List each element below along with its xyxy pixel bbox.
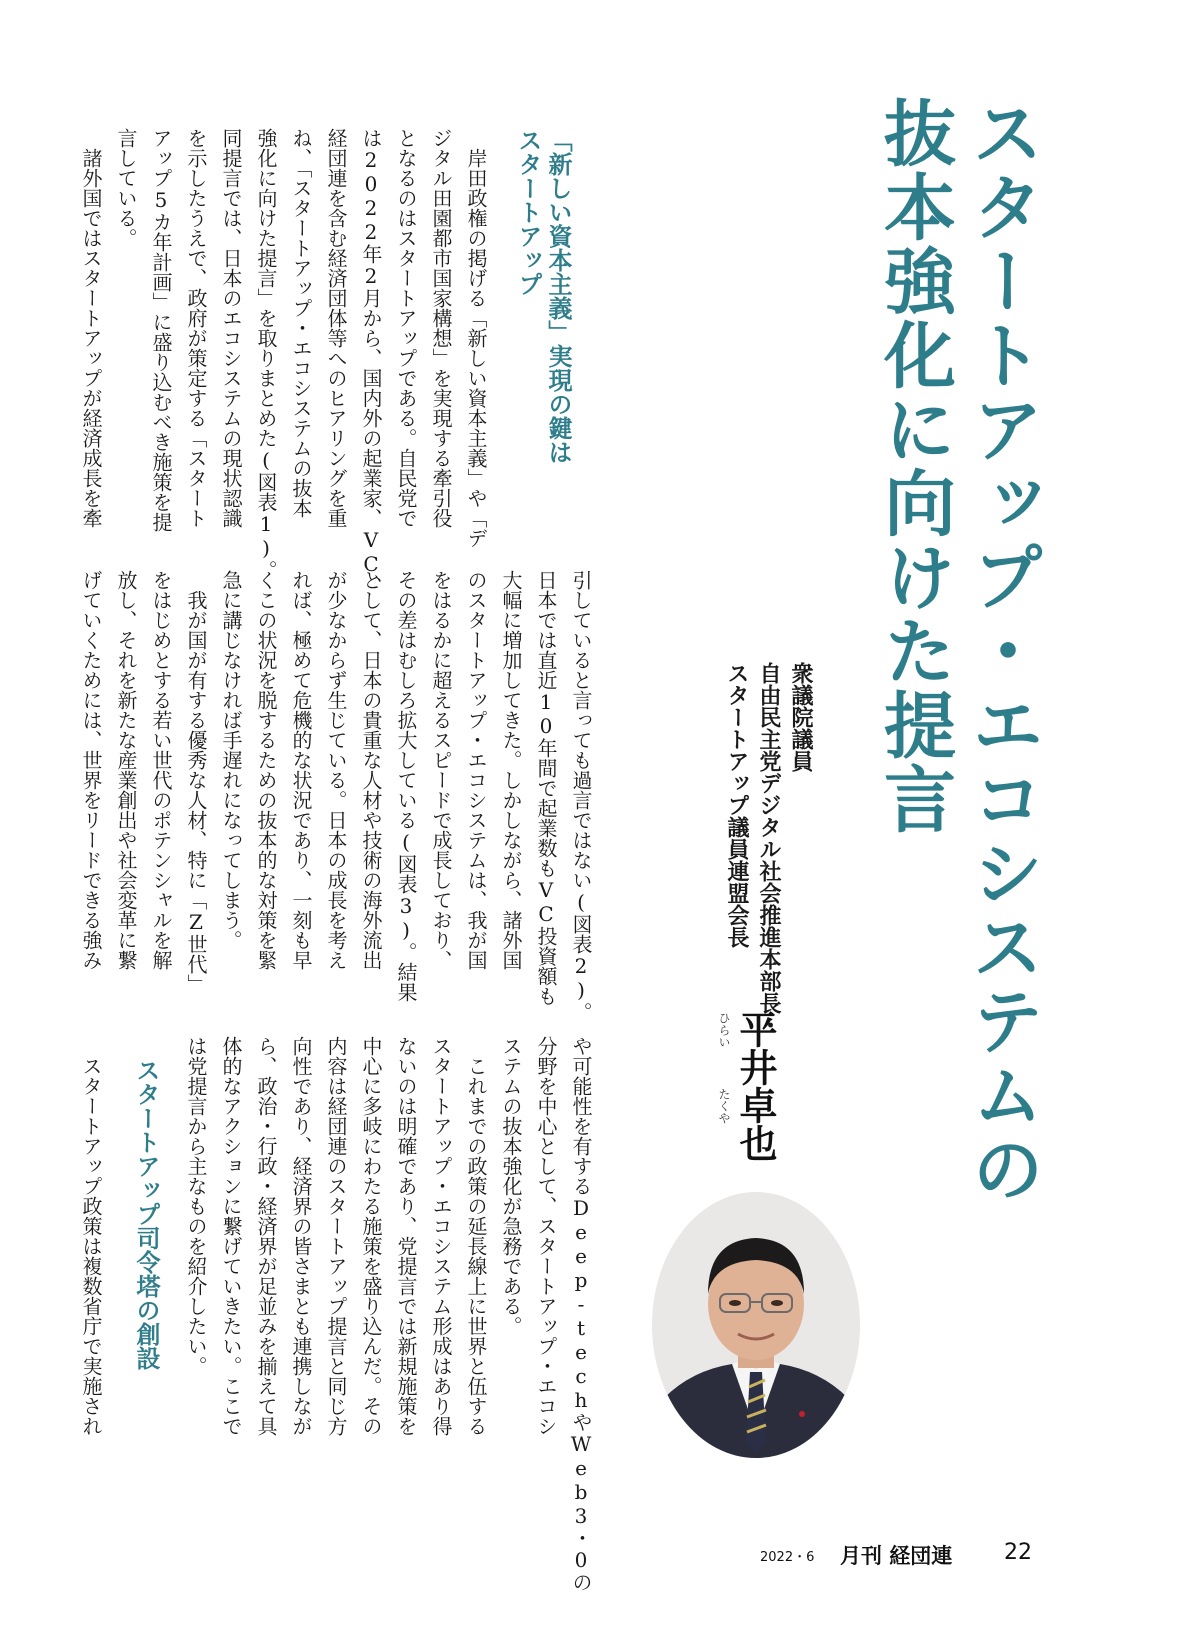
- body-line: 急に講じなければ手遅れになってしまう。: [219, 570, 243, 950]
- body-line: ないのは明確であり、党提言では新規施策を: [394, 1036, 418, 1436]
- body-line: これまでの政策の延長線上に世界と伍する: [464, 1036, 488, 1436]
- body-line: 諸外国ではスタートアップが経済成長を牽: [79, 128, 103, 528]
- section-heading-new-capitalism-2: スタートアップ: [514, 128, 542, 296]
- body-line: をはじめとする若い世代のポテンシャルを解: [149, 570, 173, 970]
- section-heading-startup-command: スタートアップ司令塔の創設: [132, 1058, 160, 1370]
- body-line: として、日本の貴重な人材や技術の海外流出: [359, 570, 383, 970]
- body-line: れば、極めて危機的な状況であり、一刻も早: [289, 570, 313, 970]
- body-line: 強化に向けた提言」を取りまとめた(図表1)。: [254, 128, 278, 580]
- body-line: 体的なアクションに繋げていきたい。ここで: [219, 1036, 243, 1436]
- author-role-1: 衆議院議員: [788, 662, 813, 772]
- article-title-line1: スタートアップ・エコシステムの: [960, 96, 1044, 1206]
- body-line: をはるかに超えるスピードで成長しており、: [429, 570, 453, 970]
- body-line: は2022年2月から、国内外の起業家、VC、: [359, 128, 383, 596]
- body-line: 向性であり、経済界の皆さまとも連携しなが: [289, 1036, 313, 1436]
- body-line: 日本では直近10年間で起業数もVC投資額も: [534, 570, 558, 1006]
- magazine-name: 月刊 経団連: [840, 1544, 953, 1568]
- body-line: 言している。: [114, 128, 138, 248]
- body-line: 中心に多岐にわたる施策を盛り込んだ。その: [359, 1036, 383, 1436]
- section-heading-new-capitalism-1: 「新しい資本主義」実現の鍵は: [544, 128, 572, 464]
- body-line: 引していると言っても過言ではない(図表2)。: [569, 570, 593, 1022]
- body-line: 経団連を含む経済団体等へのヒアリングを重: [324, 128, 348, 528]
- author-role-3: スタートアップ議員連盟会長: [724, 662, 749, 948]
- page-number: 22: [1004, 1540, 1032, 1565]
- body-line: スタートアップ政策は複数省庁で実施され: [79, 1036, 103, 1436]
- body-line: ステムの抜本強化が急務である。: [499, 1036, 523, 1336]
- body-line: 同提言では、日本のエコシステムの現状認識: [219, 128, 243, 528]
- body-line: スタートアップ・エコシステム形成はあり得: [429, 1036, 453, 1436]
- author-name-ruby-family: ひらい: [717, 1012, 731, 1048]
- author-name-ruby-given: たくや: [717, 1088, 731, 1124]
- body-line: のスタートアップ・エコシステムは、我が国: [464, 570, 488, 970]
- body-line: 我が国が有する優秀な人材、特に「Z世代」: [184, 570, 208, 994]
- author-photo: [652, 1192, 860, 1458]
- author-role-2: 自由民主党デジタル社会推進本部長・: [756, 662, 781, 1036]
- body-line: ら、政治・行政・経済界が足並みを揃えて具: [254, 1036, 278, 1436]
- body-line: や可能性を有するDeep-techやWeb3・0の: [569, 1036, 593, 1592]
- body-line: ね、「スタートアップ・エコシステムの抜本: [289, 128, 313, 518]
- body-line: となるのはスタートアップである。自民党で: [394, 128, 418, 528]
- body-line: が少なからず生じている。日本の成長を考え: [324, 570, 348, 970]
- body-line: アップ5カ年計画」に盛り込むべき施策を提: [149, 128, 173, 532]
- body-line: 大幅に増加してきた。しかしながら、諸外国: [499, 570, 523, 970]
- body-line: その差はむしろ拡大している(図表3)。結果: [394, 570, 418, 1002]
- body-line: ジタル田園都市国家構想」を実現する牽引役: [429, 128, 453, 528]
- author-name: 平井卓也: [733, 1010, 778, 1162]
- body-line: は党提言から主なものを紹介したい。: [184, 1036, 208, 1376]
- article-title-line2: 抜本強化に向けた提言: [872, 96, 956, 836]
- body-line: 内容は経団連のスタートアップ提言と同じ方: [324, 1036, 348, 1436]
- issue-date: 2022・6: [760, 1550, 815, 1565]
- body-line: 放し、それを新たな産業創出や社会変革に繋: [114, 570, 138, 970]
- body-line: げていくためには、世界をリードできる強み: [79, 570, 103, 970]
- body-line: 分野を中心として、スタートアップ・エコシ: [534, 1036, 558, 1436]
- body-line: を示したうえで、政府が策定する「スタート: [184, 128, 208, 528]
- body-line: 岸田政権の掲げる「新しい資本主義」や「デ: [464, 128, 488, 548]
- body-line: くこの状況を脱するための抜本的な対策を緊: [254, 570, 278, 970]
